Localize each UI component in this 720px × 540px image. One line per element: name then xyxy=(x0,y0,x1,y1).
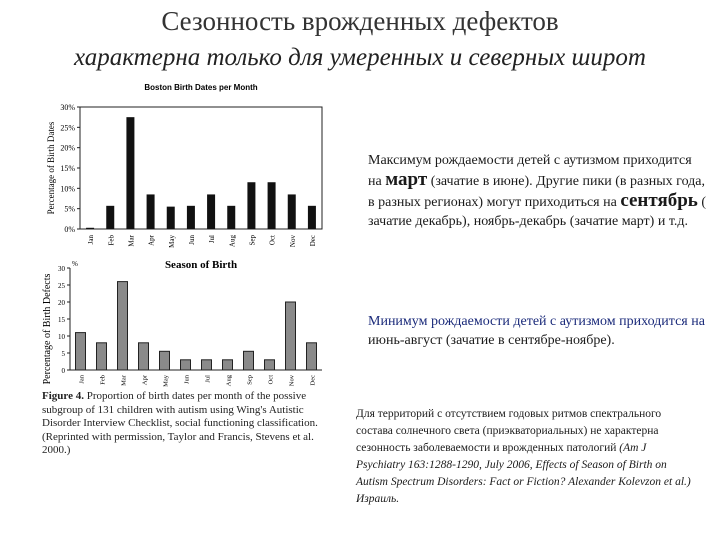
chart1-title: Boston Birth Dates per Month xyxy=(144,83,258,92)
chart1-bar xyxy=(308,206,316,229)
chart1-xtick-label: Apr xyxy=(147,235,156,246)
chart2-xtick-label: Feb xyxy=(99,375,107,385)
text-september-highlight: сентябрь xyxy=(620,190,698,211)
chart2-xtick-label: Nov xyxy=(288,375,296,387)
chart1-xtick-label: Jan xyxy=(87,235,96,245)
chart1-xtick-label: May xyxy=(167,235,176,248)
chart1-xtick-label: Nov xyxy=(288,235,297,248)
text-min-part1: Минимум рождаемости детей с аутизмом приходится на xyxy=(368,314,705,329)
chart2-ytick-label: 25 xyxy=(58,282,65,290)
chart2-xtick-label: Apr xyxy=(141,375,149,386)
chart2-bar xyxy=(118,282,128,370)
chart2-bar xyxy=(97,343,107,370)
chart1-ytick-label: 30% xyxy=(60,103,75,112)
chart2-xtick-label: Dec xyxy=(309,375,317,386)
chart1-ytick-label: 0% xyxy=(64,225,75,234)
text-min-part2: (зачатие в сентябре-ноябре). xyxy=(442,333,615,348)
chart1-xtick-label: Mar xyxy=(127,235,136,247)
chart2-ylabel: Percentage of Birth Defects xyxy=(42,273,53,385)
chart2-ytick-label: 30 xyxy=(58,265,65,273)
chart2-bar xyxy=(307,343,317,370)
chart2-bar xyxy=(286,302,296,370)
chart1-bar xyxy=(247,182,255,229)
chart2-xtick-label: May xyxy=(162,375,170,387)
chart-boston-birth-dates xyxy=(46,83,322,271)
slide-title: Сезонность врожденных дефектов xyxy=(161,6,559,36)
chart2-xtick-label: Aug xyxy=(225,375,233,387)
chart1-xtick-label: Jun xyxy=(187,235,196,245)
chart2-bar xyxy=(76,333,86,370)
chart1-xtick-label: Jul xyxy=(208,235,217,244)
chart1-ytick-label: 20% xyxy=(60,143,75,153)
chart1-bar xyxy=(126,117,134,229)
text-block-maximum xyxy=(368,151,708,231)
figure-caption-label: Figure 4. xyxy=(42,390,84,402)
chart1-bar xyxy=(227,206,235,229)
figure-caption-text: Proportion of birth dates per month of the possive subgroup of 131 children with autism using Wing's Autistic Disorder Interview Checklist, social functioning classification. (Reprinted with permission, Taylor and Francis, Stevens et al. 2000.) xyxy=(42,390,318,456)
chart2-xtick-label: Mar xyxy=(120,375,128,386)
chart1-ylabel: Percentage of Birth Dates xyxy=(46,121,56,215)
chart1-bar xyxy=(147,194,155,229)
text-max-part1: Максимум рождаемости детей с аутизмом приходится на xyxy=(368,153,692,189)
chart1-frame xyxy=(80,107,322,229)
chart2-ytick-label: 15 xyxy=(58,316,65,324)
chart-birth-defects xyxy=(42,260,322,387)
chart1-ytick-label: 5% xyxy=(64,204,75,214)
chart1-xtick-label: Oct xyxy=(268,235,277,246)
chart1-xtick-label: Feb xyxy=(107,235,116,246)
chart1-bar xyxy=(106,206,114,229)
chart2-bar xyxy=(265,360,275,370)
chart2-xtick-label: Sep xyxy=(246,375,254,385)
chart2-yunit: % xyxy=(72,260,78,268)
chart2-xtick-label: Jul xyxy=(204,375,212,383)
chart2-xtick-label: Jan xyxy=(78,375,86,384)
chart1-xtick-label: Sep xyxy=(248,235,257,246)
chart1-ytick-label: 10% xyxy=(60,184,75,194)
chart1-bar xyxy=(187,206,195,229)
chart2-bar xyxy=(202,360,212,370)
chart1-ytick-label: 25% xyxy=(60,123,75,133)
chart1-bar xyxy=(207,194,215,229)
chart1-xtick-label: Aug xyxy=(228,235,237,248)
figure-caption xyxy=(42,390,342,458)
chart2-bar xyxy=(181,360,191,370)
chart2-ytick-label: 20 xyxy=(58,299,65,307)
chart2-ytick-label: 10 xyxy=(58,333,65,341)
text-march-highlight: март xyxy=(385,169,428,190)
chart1-bar xyxy=(86,228,94,229)
chart1-xlabel: Season of Birth xyxy=(164,259,238,271)
chart2-xtick-label: Oct xyxy=(267,375,275,385)
chart2-bar xyxy=(244,351,254,370)
chart2-bar xyxy=(160,351,170,370)
text-citation: (Am J Psychiatry 163:1288-1290, July 2006, Effects of Season of Birth on Autism Spectrum Disorders: Fact or Fiction? Alexander Kolevzon et al.) Израиль. xyxy=(356,442,691,505)
text-max-part3: ( зачатие декабрь), ноябрь-декабрь (зачатие март) и т.д. xyxy=(368,195,707,229)
chart2-bar xyxy=(223,360,233,370)
text-max-part2: (зачатие в июне). Другие пики (в разных года, в разных регионах) могут приходиться на xyxy=(368,174,706,210)
chart1-bar xyxy=(268,182,276,229)
chart2-ytick-label: 0 xyxy=(61,367,65,375)
text-min-months: июнь-август xyxy=(368,333,443,348)
text-block-equatorial xyxy=(356,406,696,508)
chart1-xtick-label: Dec xyxy=(308,235,317,247)
chart1-ytick-label: 15% xyxy=(60,164,75,173)
text-block-minimum xyxy=(368,312,708,350)
chart1-bar xyxy=(167,207,175,229)
slide-subtitle: характерна только для умеренных и северных широт xyxy=(74,44,646,71)
text-equatorial-body: Для территорий с отсутствием годовых ритмов спектрального состава солнечного света (приэкваториальных) не характерна сезонность заболеваемости и врожденных патологий xyxy=(356,408,662,454)
chart2-xtick-label: Jun xyxy=(183,375,191,385)
chart2-ytick-label: 5 xyxy=(61,350,65,358)
chart1-bar xyxy=(288,194,296,229)
chart2-bar xyxy=(139,343,149,370)
